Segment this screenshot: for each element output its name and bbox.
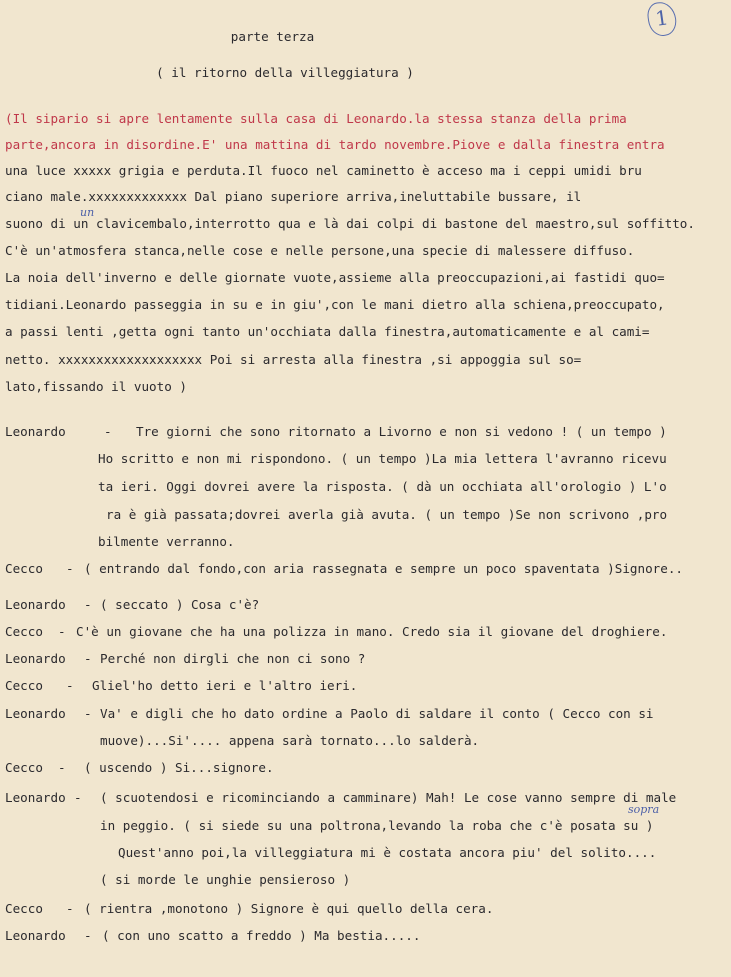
speaker-name: Leonardo [5,597,66,612]
speaker-dash: - [58,760,66,775]
speaker-dash: - [66,678,74,693]
dialogue-line: ( uscendo ) Si...signore. [84,760,274,775]
dialogue-line: Ho scritto e non mi rispondono. ( un tempo )La mia lettera l'avranno ricevu [98,451,667,466]
dialogue-line: bilmente verranno. [98,534,235,549]
dialogue-line: in peggio. ( si siede su una poltrona,levando la roba che c'è posata su ) [100,818,654,833]
speaker-name: Leonardo [5,651,66,666]
speaker-dash: - [84,928,92,943]
speaker-name: Leonardo [5,424,66,439]
stage-line: La noia dell'inverno e delle giornate vuote,assieme alla preoccupazioni,ai fastidi quo= [5,270,665,285]
speaker-dash: - [84,597,92,612]
speaker-dash: - [104,424,112,439]
page-number-mark: 1 [646,0,678,38]
stage-line: tidiani.Leonardo passeggia in su e in giu',con le mani dietro alla schiena,preoccupato, [5,297,665,312]
page-subtitle: ( il ritorno della villeggiatura ) [156,65,414,80]
dialogue-line: Gliel'ho detto ieri e l'altro ieri. [92,678,358,693]
speaker-dash: - [66,561,74,576]
dialogue-line: ( seccato ) Cosa c'è? [100,597,260,612]
stage-line: netto. xxxxxxxxxxxxxxxxxxx Poi si arresta alla finestra ,si appoggia sul so= [5,352,582,367]
dialogue-line: ra è già passata;dovrei averla già avuta. ( un tempo )Se non scrivono ,pro [106,507,668,522]
speaker-name: Leonardo [5,790,66,805]
dialogue-line: muove)...Si'.... appena sarà tornato...lo salderà. [100,733,480,748]
speaker-name: Cecco [5,678,43,693]
speaker-name: Cecco [5,760,43,775]
stage-line: a passi lenti ,getta ogni tanto un'occhiata dalla finestra,automaticamente e al cami= [5,324,650,339]
speaker-name: Leonardo [5,706,66,721]
dialogue-line: Perché non dirgli che non ci sono ? [100,651,366,666]
dialogue-line: ( entrando dal fondo,con aria rassegnata e sempre un poco spaventata )Signore.. [84,561,683,576]
dialogue-line: ( con uno scatto a freddo ) Ma bestia..... [102,928,421,943]
stage-line: una luce xxxxx grigia e perduta.Il fuoco nel caminetto è acceso ma i ceppi umidi bru [5,163,642,178]
dialogue-line: Quest'anno poi,la villeggiatura mi è costata ancora piu' del solito.... [118,845,657,860]
speaker-name: Cecco [5,901,43,916]
speaker-name: Leonardo [5,928,66,943]
handwritten-insert: un [80,206,95,219]
dialogue-line: ( si morde le unghie pensieroso ) [100,872,351,887]
dialogue-line: Va' e digli che ho dato ordine a Paolo di saldare il conto ( Cecco con si [100,706,654,721]
speaker-dash: - [84,706,92,721]
stage-line: C'è un'atmosfera stanca,nelle cose e nelle persone,una specie di malessere diffuso. [5,243,635,258]
stage-line: ciano male.xxxxxxxxxxxxx Dal piano superiore arriva,ineluttabile bussare, il [5,189,582,204]
stage-line: (Il sipario si apre lentamente sulla casa di Leonardo.la stessa stanza della prima [5,111,627,126]
speaker-dash: - [74,790,82,805]
dialogue-line: ( rientra ,monotono ) Signore è qui quello della cera. [84,901,494,916]
page-title: parte terza [230,29,315,44]
dialogue-line: ta ieri. Oggi dovrei avere la risposta. ( dà un occhiata all'orologio ) L'o [98,479,667,494]
speaker-dash: - [84,651,92,666]
dialogue-line: C'è un giovane che ha una polizza in mano. Credo sia il giovane del droghiere. [76,624,668,639]
handwritten-margin-note: sopra [628,803,660,816]
dialogue-line: ( scuotendosi e ricominciando a camminare) Mah! Le cose vanno sempre di male [100,790,677,805]
stage-line: lato,fissando il vuoto ) [5,379,187,394]
speaker-name: Cecco [5,624,43,639]
speaker-name: Cecco [5,561,43,576]
speaker-dash: - [66,901,74,916]
dialogue-line: Tre giorni che sono ritornato a Livorno e non si vedono ! ( un tempo ) [136,424,667,439]
stage-line: suono di un clavicembalo,interrotto qua e là dai colpi di bastone del maestro,sul soffitto. [5,216,695,231]
stage-line: parte,ancora in disordine.E' una mattina di tardo novembre.Piove e dalla finestra entra [5,137,665,152]
speaker-dash: - [58,624,66,639]
